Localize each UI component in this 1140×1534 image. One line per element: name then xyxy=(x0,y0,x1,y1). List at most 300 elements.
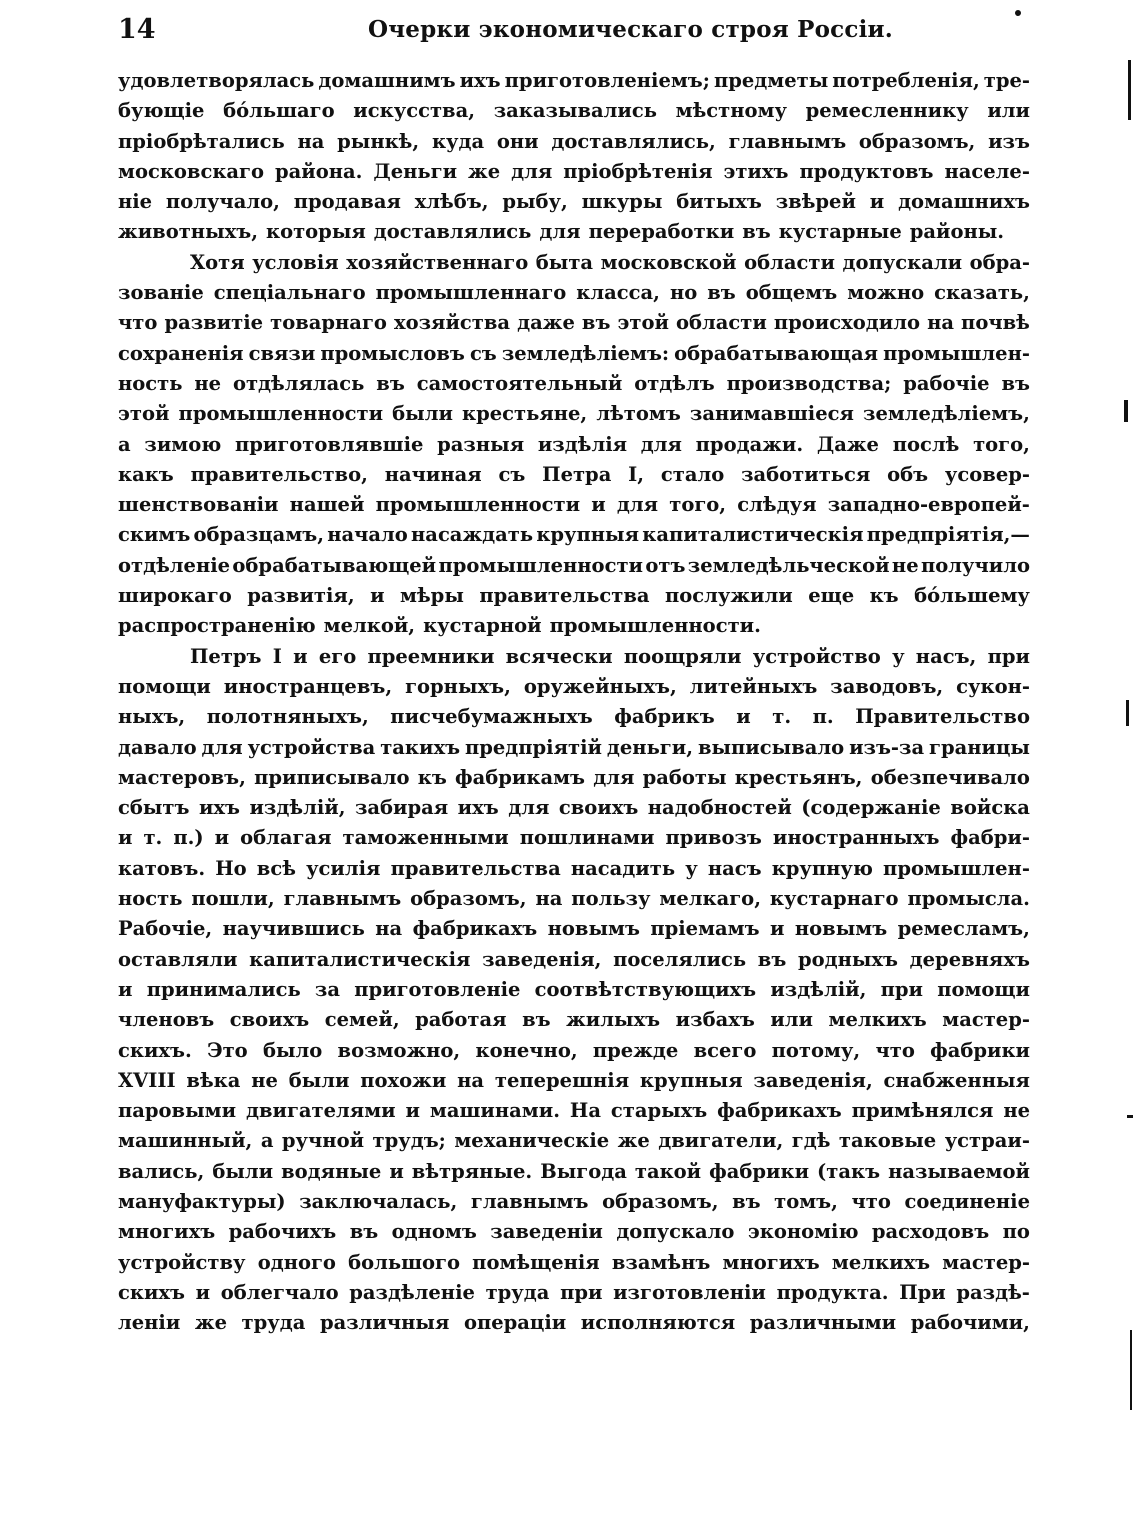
word: леніи xyxy=(118,1311,181,1335)
word: что xyxy=(118,311,158,335)
word: Петра xyxy=(542,462,612,486)
word: конечно, xyxy=(475,1038,578,1062)
word: вѣка xyxy=(186,1068,241,1092)
word: хозяйственнаго xyxy=(346,250,529,274)
word: забирая xyxy=(354,796,449,820)
word: жилыхъ xyxy=(566,1008,661,1032)
word: таможенными xyxy=(342,826,509,850)
text-line xyxy=(118,187,1030,217)
word: многихъ xyxy=(722,1250,820,1274)
word: нашей xyxy=(289,493,365,517)
word: XVIII xyxy=(118,1068,176,1092)
word: и xyxy=(736,705,751,729)
word: кустарной xyxy=(423,614,542,638)
word: ніе xyxy=(118,190,153,214)
word: ность xyxy=(118,887,183,911)
word: промышленности xyxy=(178,402,384,426)
text-line xyxy=(118,1005,1030,1035)
word: московской xyxy=(600,250,737,274)
word: полотняныхъ, xyxy=(206,705,369,729)
word: I, xyxy=(628,462,645,486)
word: а xyxy=(260,1129,274,1153)
word: области xyxy=(744,250,835,274)
text-line xyxy=(118,1096,1030,1126)
word: труда xyxy=(241,1311,306,1335)
word: и xyxy=(195,1280,211,1304)
word: допускало xyxy=(616,1220,735,1244)
word: различныя xyxy=(319,1311,450,1335)
word: были xyxy=(392,402,453,426)
word: сукон- xyxy=(956,674,1030,698)
text-line xyxy=(118,763,1030,793)
word: для xyxy=(511,159,553,183)
word: для xyxy=(640,432,682,456)
word: продавая xyxy=(293,190,401,214)
word: въ xyxy=(349,1220,379,1244)
text-line xyxy=(118,581,1030,611)
word: условія xyxy=(252,250,339,274)
word: земледѣліемъ, xyxy=(863,402,1030,426)
word: двигателями xyxy=(245,1099,396,1123)
word: пріобрѣтенія xyxy=(563,159,713,183)
text-line xyxy=(118,733,1030,763)
word: главнымъ xyxy=(470,1189,589,1213)
word: доставлялись xyxy=(373,220,532,244)
word: работы xyxy=(642,765,727,789)
word: потому, xyxy=(771,1038,861,1062)
word: и xyxy=(118,977,133,1001)
word: для xyxy=(539,220,581,244)
word: не xyxy=(891,553,919,577)
scan-edge-mark xyxy=(1124,400,1128,422)
word: начиная xyxy=(384,462,482,486)
word: устраи- xyxy=(944,1129,1030,1153)
text-line xyxy=(118,611,1030,641)
word: куда xyxy=(431,129,485,153)
word: таковые xyxy=(838,1129,937,1153)
word: При xyxy=(899,1280,946,1304)
text-line xyxy=(118,551,1030,581)
text-line xyxy=(118,642,1030,672)
word: мелкихъ xyxy=(831,1250,931,1274)
word: ность xyxy=(118,371,183,395)
word: ручной xyxy=(281,1129,365,1153)
word: у xyxy=(685,856,698,880)
word: потребленія, xyxy=(832,69,980,92)
word: а xyxy=(118,432,131,456)
word: мѣстному xyxy=(675,99,787,123)
word: въ xyxy=(707,281,736,305)
word: ихъ xyxy=(198,796,240,820)
word: устройству xyxy=(118,1250,246,1274)
word: привозъ xyxy=(665,826,762,850)
word: животныхъ, xyxy=(118,220,258,244)
word: пріобрѣтались xyxy=(118,129,285,153)
word: и xyxy=(869,190,885,214)
word: приписывало xyxy=(254,765,410,789)
word: соединеніе xyxy=(904,1189,1030,1213)
word: войска xyxy=(950,796,1030,820)
word: доставлялись, xyxy=(551,129,716,153)
text-line xyxy=(118,460,1030,490)
word: и xyxy=(389,1159,404,1183)
word: продукта. xyxy=(776,1280,889,1304)
word: западно-европей- xyxy=(827,493,1030,517)
word: распространенію xyxy=(118,614,316,638)
word: такихъ xyxy=(380,735,461,759)
text-line xyxy=(118,1187,1030,1217)
word: экономію xyxy=(747,1220,859,1244)
word: въ xyxy=(757,947,787,971)
word: какъ xyxy=(118,462,174,486)
word: принимались xyxy=(146,977,301,1001)
word: ныхъ, xyxy=(118,705,186,729)
page-number: 14 xyxy=(118,14,156,45)
word: промышленности xyxy=(438,553,643,577)
word: не xyxy=(1003,1099,1030,1123)
word: соотвѣтствующихъ xyxy=(534,977,757,1001)
word: членовъ xyxy=(118,1008,215,1032)
word: въ xyxy=(376,371,405,395)
word: для xyxy=(201,735,243,759)
word: къ xyxy=(869,584,899,608)
word: т. xyxy=(143,826,163,850)
word: получило xyxy=(920,553,1030,577)
word: т. xyxy=(772,705,792,729)
word: образцамъ, xyxy=(193,523,325,547)
text-line xyxy=(118,339,1030,369)
word: скихъ xyxy=(118,1280,186,1304)
text-line xyxy=(118,278,1030,308)
word: одного xyxy=(257,1250,336,1274)
text-line xyxy=(118,1217,1030,1247)
word: слѣдуя xyxy=(737,493,817,517)
word: преемники xyxy=(367,644,495,668)
word: заведенія, xyxy=(753,1068,873,1092)
word: тре- xyxy=(983,69,1030,92)
word: рабочихъ xyxy=(228,1220,337,1244)
text-line xyxy=(118,884,1030,914)
word: фабрики xyxy=(709,1159,810,1183)
text-line xyxy=(118,127,1030,157)
word: земледѣліемъ: xyxy=(501,341,670,365)
word: пользу xyxy=(571,887,651,911)
word: (содержаніе xyxy=(801,796,941,820)
word: начало xyxy=(327,523,408,547)
word: большого xyxy=(348,1250,461,1274)
word: иностранцевъ, xyxy=(223,674,393,698)
word: научившись xyxy=(222,917,365,941)
word: занимавшіеся xyxy=(689,402,854,426)
word: зимою xyxy=(144,432,222,456)
text-line xyxy=(118,66,1030,96)
word: механическіе xyxy=(454,1129,610,1153)
word: вались, xyxy=(118,1159,205,1183)
word: удовлетворялась xyxy=(118,69,315,92)
word: кустарные xyxy=(778,220,902,244)
word: труда xyxy=(485,1280,550,1304)
word: и xyxy=(293,644,308,668)
word: на xyxy=(535,887,563,911)
word: мѣры xyxy=(400,584,464,608)
word: сохраненія xyxy=(118,341,244,365)
word: всего xyxy=(693,1038,757,1062)
word: ихъ xyxy=(457,796,499,820)
word: устройства xyxy=(247,735,376,759)
word: правительства xyxy=(479,584,650,608)
word: что xyxy=(851,1189,891,1213)
word: общемъ xyxy=(745,281,838,305)
text-line xyxy=(118,1248,1030,1278)
word: при xyxy=(560,1280,603,1304)
word: одномъ xyxy=(391,1220,477,1244)
word: давало xyxy=(118,735,197,759)
word: допускали xyxy=(842,250,963,274)
word: фабрикахъ xyxy=(412,917,538,941)
word: правительства xyxy=(390,856,561,880)
text-line xyxy=(118,793,1030,823)
word: класса, xyxy=(576,281,660,305)
word: товарнаго xyxy=(270,311,387,335)
word: деньги, xyxy=(606,735,694,759)
word: крестьяне, xyxy=(462,402,588,426)
word: происходило xyxy=(773,311,920,335)
word: обра- xyxy=(969,250,1030,274)
word: промышленнаго xyxy=(375,281,567,305)
text-line xyxy=(118,1278,1030,1308)
word: заботиться xyxy=(741,462,871,486)
word: Петръ xyxy=(190,644,262,668)
text-line xyxy=(118,1126,1030,1156)
word: помѣщенія xyxy=(472,1250,600,1274)
word: стало xyxy=(660,462,725,486)
word: приготовленіе xyxy=(354,977,521,1001)
word: которыя xyxy=(266,220,366,244)
word: съ xyxy=(469,341,497,365)
word: Правительство xyxy=(855,705,1030,729)
word: того, xyxy=(669,493,727,517)
word: водяные xyxy=(281,1159,382,1183)
word: рабочими, xyxy=(910,1311,1030,1335)
word: же xyxy=(194,1311,227,1335)
word: операціи xyxy=(463,1311,567,1335)
word: и xyxy=(405,1099,420,1123)
word: границы xyxy=(929,735,1030,759)
word: они xyxy=(496,129,539,153)
word: зованіе xyxy=(118,281,204,305)
word: и xyxy=(214,826,230,850)
word: заказывались xyxy=(493,99,657,123)
word: обезпечивало xyxy=(870,765,1030,789)
word: промысла. xyxy=(907,887,1030,911)
word: промышленности xyxy=(375,493,581,517)
word: главнымъ xyxy=(728,129,847,153)
word: бующіе xyxy=(118,99,205,123)
word: I xyxy=(272,644,282,668)
word: отъ xyxy=(645,553,686,577)
word: писчебумажныхъ xyxy=(390,705,593,729)
word: издѣлій, xyxy=(770,977,867,1001)
word: семей, xyxy=(324,1008,400,1032)
word: быта xyxy=(535,250,594,274)
word: расходовъ xyxy=(871,1220,990,1244)
word: издѣлій, xyxy=(249,796,346,820)
word: и xyxy=(118,826,133,850)
word: Рабочіе, xyxy=(118,917,213,941)
word: (такъ xyxy=(817,1159,881,1183)
text-line xyxy=(118,430,1030,460)
word: хлѣбъ, xyxy=(414,190,489,214)
word: трудъ; xyxy=(372,1129,446,1153)
text-line xyxy=(118,1157,1030,1187)
word: изъ-за xyxy=(849,735,925,759)
word: отдѣлялась xyxy=(232,371,365,395)
word: своихъ xyxy=(229,1008,310,1032)
word: старыхъ xyxy=(610,1099,708,1123)
word: п. xyxy=(812,705,834,729)
word: раздѣ- xyxy=(956,1280,1030,1304)
word: фабрики xyxy=(930,1038,1030,1062)
word: было xyxy=(262,1038,323,1062)
word: На xyxy=(569,1099,601,1123)
text-line xyxy=(118,157,1030,187)
word: крупныя xyxy=(536,523,640,547)
word: и xyxy=(769,917,785,941)
text-line xyxy=(118,399,1030,429)
word: послужили xyxy=(664,584,793,608)
word: горныхъ, xyxy=(405,674,511,698)
text-line xyxy=(118,854,1030,884)
word: гдѣ xyxy=(791,1129,831,1153)
word: машинами. xyxy=(429,1099,560,1123)
word: земледѣльческой xyxy=(687,553,890,577)
word: вѣтряные. xyxy=(411,1159,533,1183)
word: крупныя xyxy=(639,1068,743,1092)
word: такой xyxy=(634,1159,702,1183)
word: заключалась, xyxy=(299,1189,458,1213)
word: пошлинами xyxy=(519,826,655,850)
word: промышлен- xyxy=(883,341,1030,365)
word: были xyxy=(288,1068,350,1092)
word: приготовлявшіе xyxy=(234,432,424,456)
word: работая xyxy=(415,1008,507,1032)
word: образомъ, xyxy=(858,129,976,153)
word: мастеровъ, xyxy=(118,765,246,789)
word: насъ xyxy=(707,856,762,880)
word: предметы xyxy=(713,69,829,92)
word: за xyxy=(314,977,341,1001)
word: паровыми xyxy=(118,1099,237,1123)
word: всячески xyxy=(505,644,613,668)
word: еще xyxy=(808,584,855,608)
word: производства; xyxy=(726,371,892,395)
word: на xyxy=(457,1068,485,1092)
word: этой xyxy=(617,311,669,335)
word: прежде xyxy=(592,1038,679,1062)
word: при xyxy=(987,644,1030,668)
word: выписывало xyxy=(697,735,845,759)
text-line xyxy=(118,1308,1030,1338)
scan-edge-mark xyxy=(1130,1330,1132,1410)
word: иностранныхъ xyxy=(772,826,940,850)
word: обрабатывающая xyxy=(674,341,879,365)
word: главнымъ xyxy=(283,887,402,911)
word: развитія, xyxy=(247,584,355,608)
word: двигатели, xyxy=(658,1129,784,1153)
word: исполняются xyxy=(580,1311,736,1335)
word: ремесламъ, xyxy=(897,917,1030,941)
word: помощи xyxy=(118,674,211,698)
word: многихъ xyxy=(118,1220,216,1244)
word: можно xyxy=(847,281,925,305)
word: районы. xyxy=(909,220,1005,244)
word: пошли, xyxy=(191,887,275,911)
word: для xyxy=(508,796,550,820)
word: развитіе xyxy=(164,311,264,335)
word: надобностей xyxy=(647,796,792,820)
word: спеціальнаго xyxy=(213,281,366,305)
word: ремесленнику xyxy=(805,99,969,123)
word: не xyxy=(194,371,222,395)
word: всѣ xyxy=(256,856,296,880)
word: промышлен- xyxy=(883,856,1030,880)
word: кустарнаго xyxy=(769,887,899,911)
word: были xyxy=(212,1159,274,1183)
word: называемой xyxy=(888,1159,1030,1183)
word: устройство xyxy=(752,644,881,668)
word: продуктовъ xyxy=(799,159,934,183)
word: литейныхъ xyxy=(689,674,818,698)
word: капиталистическія xyxy=(642,523,864,547)
body-text xyxy=(118,66,1030,1338)
word: крупную xyxy=(771,856,873,880)
word: и xyxy=(591,493,606,517)
word: скихъ. xyxy=(118,1038,192,1062)
text-line xyxy=(118,248,1030,278)
word: насадить xyxy=(570,856,676,880)
word: оружейныхъ, xyxy=(523,674,677,698)
word: образомъ, xyxy=(410,887,527,911)
word: промысловъ xyxy=(320,341,465,365)
text-line xyxy=(118,702,1030,732)
word: же xyxy=(617,1129,650,1153)
word: не xyxy=(251,1068,278,1092)
word: домашнимъ xyxy=(318,69,456,92)
word: мастер- xyxy=(942,1008,1030,1032)
word: того, xyxy=(973,432,1030,456)
word: пріемамъ xyxy=(650,917,760,941)
word: новымъ xyxy=(794,917,888,941)
word: искусства, xyxy=(353,99,476,123)
word: этихъ xyxy=(723,159,789,183)
word: въ xyxy=(732,1189,761,1213)
word: по xyxy=(1002,1220,1030,1244)
word: машинный, xyxy=(118,1129,253,1153)
word: рыбу, xyxy=(502,190,568,214)
word: облагая xyxy=(240,826,332,850)
word: Даже xyxy=(816,432,879,456)
text-line xyxy=(118,945,1030,975)
word: на xyxy=(297,129,325,153)
text-line xyxy=(118,975,1030,1005)
word: почвѣ xyxy=(961,311,1030,335)
word: послѣ xyxy=(892,432,960,456)
word: лѣтомъ xyxy=(596,402,681,426)
word: московскаго xyxy=(118,159,265,183)
word: бóльшему xyxy=(914,584,1030,608)
scan-edge-mark xyxy=(1126,700,1129,726)
word: въ xyxy=(581,311,611,335)
